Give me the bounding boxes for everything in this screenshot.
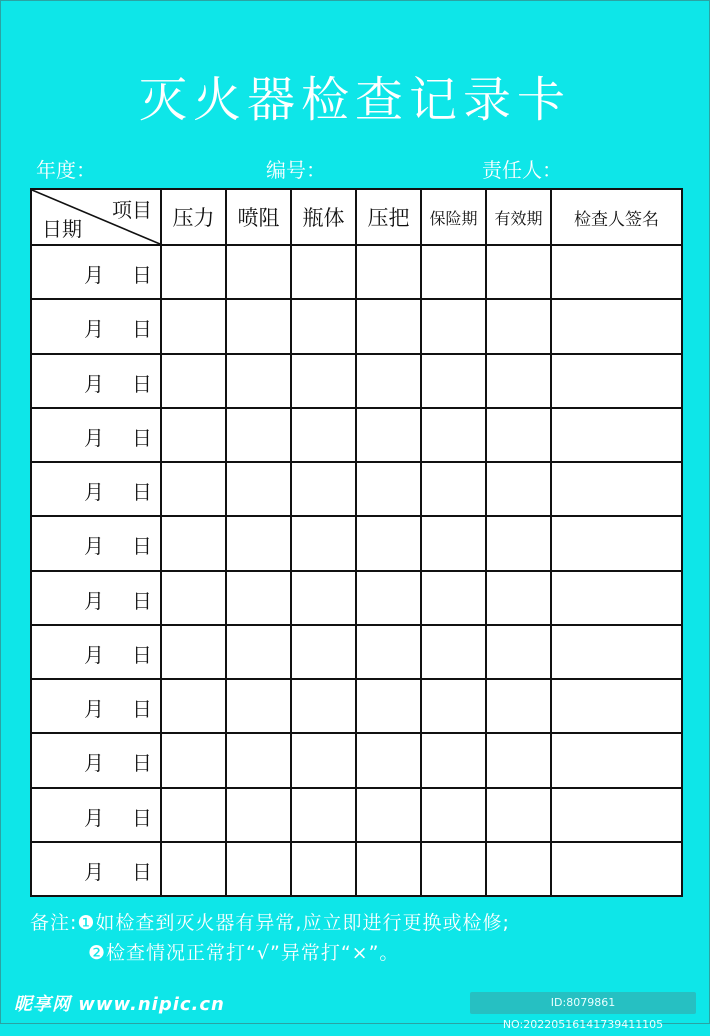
col-header-inspector-signature: 检查人签名 [551,189,682,245]
entry-cell[interactable] [551,354,682,408]
day-label: 日 [132,751,152,776]
entry-cell[interactable] [356,408,421,462]
owner-label: 责任人： [482,158,562,182]
entry-cell[interactable] [486,245,551,299]
remarks [30,908,510,968]
entry-cell[interactable] [551,462,682,516]
entry-cell[interactable] [161,679,226,733]
entry-cell[interactable] [161,299,226,353]
day-label: 日 [132,697,152,721]
month-label: 月 [84,642,104,667]
entry-cell[interactable] [421,245,486,299]
entry-cell[interactable] [356,733,421,787]
entry-cell[interactable] [486,788,551,842]
entry-cell[interactable] [226,571,291,625]
month-label: 月 [84,805,104,830]
inspection-table [30,188,683,897]
entry-cell[interactable] [226,842,291,896]
table-row [31,516,682,570]
entry-cell[interactable] [421,354,486,408]
table-row [31,679,682,733]
date-cell [31,354,161,408]
entry-cell[interactable] [421,408,486,462]
entry-cell[interactable] [226,245,291,299]
month-label: 月 [84,480,104,504]
entry-cell[interactable] [226,299,291,353]
entry-cell[interactable] [226,408,291,462]
entry-cell[interactable] [486,354,551,408]
entry-cell[interactable] [356,625,421,679]
date-cell [31,788,161,842]
card-title: 灭火器检查记录卡 [138,72,571,128]
day-label: 日 [132,534,152,559]
entry-cell[interactable] [356,571,421,625]
entry-cell[interactable] [421,788,486,842]
day-label: 日 [132,425,152,450]
entry-cell[interactable] [161,571,226,625]
entry-cell[interactable] [226,462,291,516]
entry-cell[interactable] [291,462,356,516]
entry-cell[interactable] [356,245,421,299]
day-label: 日 [132,371,152,396]
table-row [31,354,682,408]
site-watermark: 昵享网 www.nipic.cn [14,994,225,1015]
date-cell [31,299,161,353]
corner-item-label: 项目 [112,198,152,222]
corner-header [31,189,161,245]
date-cell [31,462,161,516]
month-label: 月 [84,425,104,450]
entry-cell[interactable] [551,733,682,787]
entry-cell[interactable] [291,679,356,733]
entry-cell[interactable] [356,462,421,516]
month-label: 月 [84,751,104,776]
month-label: 月 [84,371,104,396]
remark-line-1: 备注:❶如检查到灭火器有异常,应立即进行更换或检修; [30,912,510,934]
day-label: 日 [132,588,152,613]
date-cell [31,679,161,733]
entry-cell[interactable] [356,679,421,733]
entry-cell[interactable] [161,354,226,408]
entry-cell[interactable] [291,516,356,570]
month-label: 月 [84,534,104,559]
month-label: 月 [84,263,104,287]
date-cell [31,625,161,679]
table-row [31,733,682,787]
day-label: 日 [132,263,152,287]
header-row [31,189,682,245]
month-label: 月 [84,317,104,342]
image-id-watermark: ID:8079861 NO:20220516141739411105 [470,992,696,1014]
entry-cell[interactable] [291,299,356,353]
table-row [31,788,682,842]
date-cell [31,571,161,625]
entry-cell[interactable] [291,245,356,299]
entry-cell[interactable] [551,679,682,733]
entry-cell[interactable] [551,625,682,679]
entry-cell[interactable] [421,733,486,787]
entry-cell[interactable] [291,733,356,787]
entry-cell[interactable] [551,245,682,299]
entry-cell[interactable] [226,679,291,733]
remark-line-2: ❷检查情况正常打“√”异常打“×”。 [88,942,400,964]
entry-cell[interactable] [421,679,486,733]
entry-cell[interactable] [486,571,551,625]
entry-cell[interactable] [161,462,226,516]
entry-cell[interactable] [226,354,291,408]
day-label: 日 [132,805,152,830]
entry-cell[interactable] [226,733,291,787]
date-cell [31,408,161,462]
entry-cell[interactable] [486,679,551,733]
date-cell [31,733,161,787]
entry-cell[interactable] [226,625,291,679]
entry-cell[interactable] [551,571,682,625]
day-label: 日 [132,859,152,884]
month-label: 月 [84,859,104,884]
entry-cell[interactable] [226,788,291,842]
col-header-cylinder: 瓶体 [291,189,356,245]
day-label: 日 [132,317,152,342]
entry-cell[interactable] [291,354,356,408]
entry-cell[interactable] [161,625,226,679]
table-row [31,625,682,679]
entry-cell[interactable] [291,571,356,625]
entry-cell[interactable] [486,462,551,516]
entry-cell[interactable] [551,516,682,570]
entry-cell[interactable] [421,299,486,353]
entry-cell[interactable] [486,842,551,896]
entry-cell[interactable] [161,408,226,462]
table-row [31,842,682,896]
date-cell [31,516,161,570]
date-cell [31,245,161,299]
col-header-warranty: 保险期 [421,189,486,245]
date-cell [31,842,161,896]
month-label: 月 [84,588,104,613]
table-row [31,245,682,299]
entry-cell[interactable] [551,408,682,462]
entry-cell[interactable] [421,462,486,516]
entry-cell[interactable] [161,245,226,299]
table-row [31,571,682,625]
entry-cell[interactable] [356,516,421,570]
entry-cell[interactable] [161,733,226,787]
col-header-handle: 压把 [356,189,421,245]
col-header-nozzle: 喷阻 [226,189,291,245]
entry-cell[interactable] [551,788,682,842]
entry-cell[interactable] [356,299,421,353]
day-label: 日 [132,480,152,504]
entry-cell[interactable] [291,842,356,896]
entry-cell[interactable] [161,842,226,896]
entry-cell[interactable] [226,516,291,570]
entry-cell[interactable] [161,788,226,842]
col-header-pressure: 压力 [161,189,226,245]
entry-cell[interactable] [356,842,421,896]
table-row [31,408,682,462]
entry-cell[interactable] [421,516,486,570]
day-label: 日 [132,642,152,667]
entry-cell[interactable] [161,516,226,570]
entry-cell[interactable] [551,299,682,353]
entry-cell[interactable] [486,299,551,353]
entry-cell[interactable] [291,625,356,679]
entry-cell[interactable] [486,733,551,787]
entry-cell[interactable] [421,625,486,679]
col-header-validity: 有效期 [486,189,551,245]
entry-cell[interactable] [486,516,551,570]
entry-cell[interactable] [356,354,421,408]
entry-cell[interactable] [421,571,486,625]
table-row [31,299,682,353]
table-row [31,462,682,516]
entry-cell[interactable] [486,625,551,679]
entry-cell[interactable] [486,408,551,462]
entry-cell[interactable] [356,788,421,842]
entry-cell[interactable] [421,842,486,896]
entry-cell[interactable] [291,788,356,842]
entry-cell[interactable] [291,408,356,462]
entry-cell[interactable] [551,842,682,896]
month-label: 月 [84,697,104,721]
code-label: 编号： [266,158,326,182]
year-label: 年度： [36,158,96,182]
corner-date-label: 日期 [42,217,82,241]
